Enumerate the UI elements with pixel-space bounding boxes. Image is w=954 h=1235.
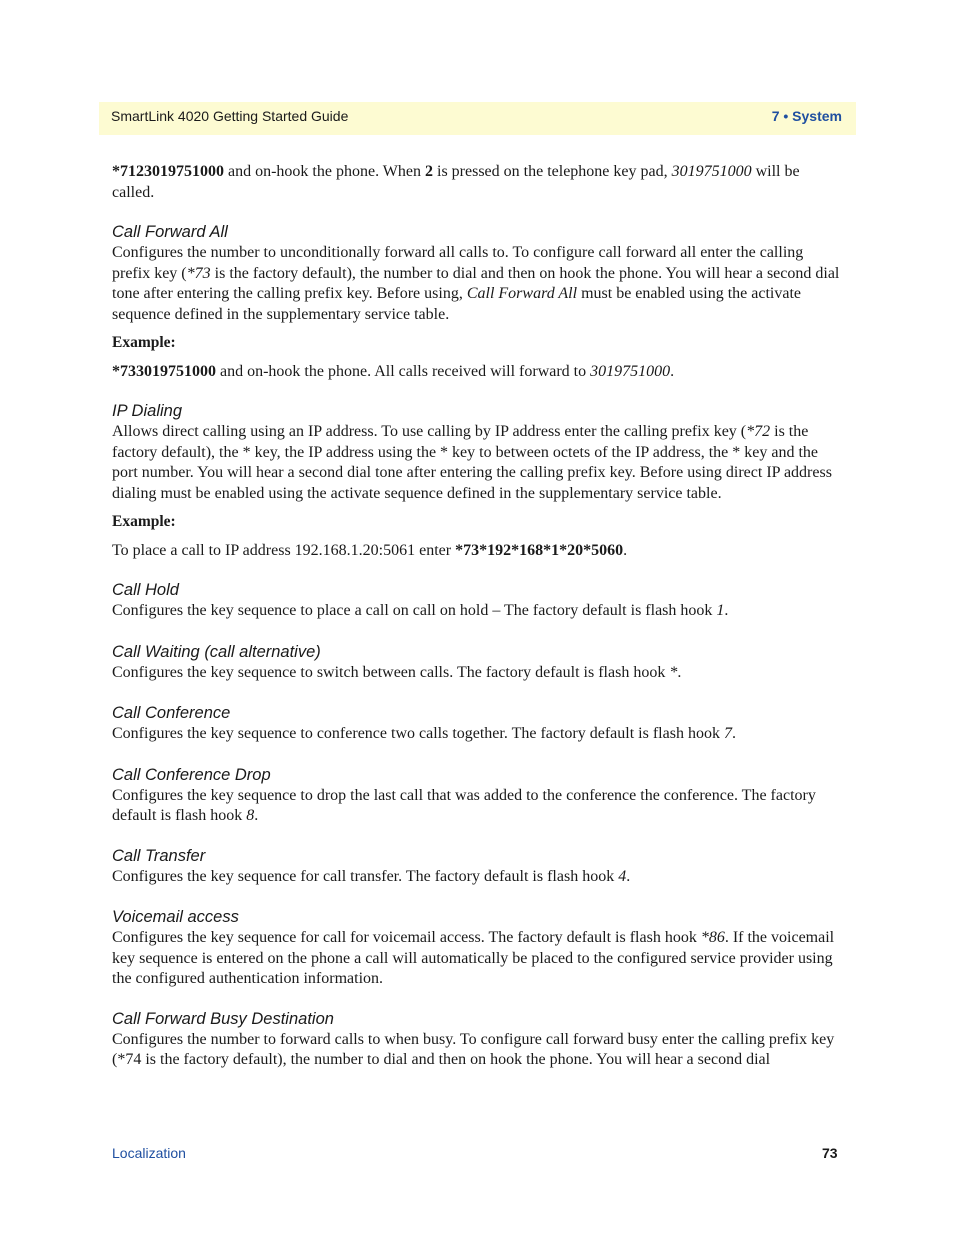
section-ip-dialing bbox=[112, 401, 844, 561]
running-header bbox=[99, 102, 856, 135]
section-call-conference-drop bbox=[112, 765, 844, 827]
section-body: Configures the key sequence to place a call on call on hold – The factory default is flash hook 1. bbox=[112, 602, 729, 619]
section-body: Configures the key sequence for call for voicemail access. The factory default is flash hook *86. If the voicemail key sequence is entered on the phone a call will automatically be placed to the configured service provider using the configured authentication information. bbox=[112, 929, 835, 987]
section-body: Configures the key sequence to switch between calls. The factory default is flash hook *. bbox=[112, 663, 682, 681]
section-heading: IP Dialing bbox=[112, 402, 183, 420]
section-call-transfer bbox=[112, 846, 844, 888]
section-heading: Call Conference bbox=[112, 704, 231, 722]
example-text: To place a call to IP address 192.168.1.20:5061 enter *73*192*168*1*20*5060. bbox=[112, 541, 628, 559]
section-heading: Call Transfer bbox=[112, 846, 206, 865]
page-body bbox=[112, 162, 844, 1090]
section-heading: Call Waiting (call alternative) bbox=[112, 642, 321, 661]
section-body: Configures the number to forward calls to when busy. To configure call forward busy enter the calling prefix key (*74 is the factory default), the number to dial and then on hook the phone. You will hear a second dial bbox=[112, 1030, 835, 1068]
example-text: *733019751000 and on-hook the phone. All calls received will forward to 3019751000. bbox=[112, 362, 675, 380]
section-body: Allows direct calling using an IP address. To use calling by IP address enter the calling prefix key (*72 is the factory default), the * key, the IP address using the * key to between octets of the IP address, the * key and the port number. You will hear a second dial tone after entering the calling prefix key. Before using direct IP address dialing must be enabled using the activate sequence defined in the supplementary service table. bbox=[112, 423, 832, 502]
section-body: Configures the key sequence to conference two calls together. The factory default is flash hook 7. bbox=[112, 725, 736, 742]
section-voicemail-access bbox=[112, 907, 844, 990]
section-heading: Voicemail access bbox=[112, 908, 239, 926]
section-call-hold bbox=[112, 580, 844, 622]
example-label: Example: bbox=[112, 513, 176, 530]
section-heading: Call Forward All bbox=[112, 223, 228, 241]
section-heading: Call Forward Busy Destination bbox=[112, 1009, 334, 1028]
guide-title: SmartLink 4020 Getting Started Guide bbox=[111, 108, 349, 124]
section-body: Configures the key sequence to drop the last call that was added to the conference the conference. The factory default is flash hook 8. bbox=[112, 786, 816, 824]
section-body: Configures the key sequence for call transfer. The factory default is flash hook 4. bbox=[112, 867, 631, 885]
chapter-title: 7 • System bbox=[771, 108, 842, 124]
section-call-conference bbox=[112, 703, 844, 745]
section-call-waiting bbox=[112, 642, 844, 684]
example-label: Example: bbox=[112, 334, 176, 351]
section-heading: Call Hold bbox=[112, 581, 179, 599]
page-number: 73 bbox=[822, 1145, 838, 1161]
section-call-forward-all bbox=[112, 222, 844, 382]
intro-paragraph: *7123019751000 and on-hook the phone. When 2 is pressed on the telephone key pad, 3019751000 will be called. bbox=[112, 163, 800, 201]
section-heading: Call Conference Drop bbox=[112, 765, 271, 784]
section-call-forward-busy bbox=[112, 1009, 844, 1071]
section-body: Configures the number to unconditionally forward all calls to. To configure call forward all enter the calling prefix key (*73 is the factory default), the number to dial and then on hook the phone. You will hear a second dial tone after entering the calling prefix key. Before using, Call Forward All must be enabled using the activate sequence defined in the supplementary service table. bbox=[112, 244, 840, 323]
footer-section-name: Localization bbox=[112, 1145, 186, 1161]
